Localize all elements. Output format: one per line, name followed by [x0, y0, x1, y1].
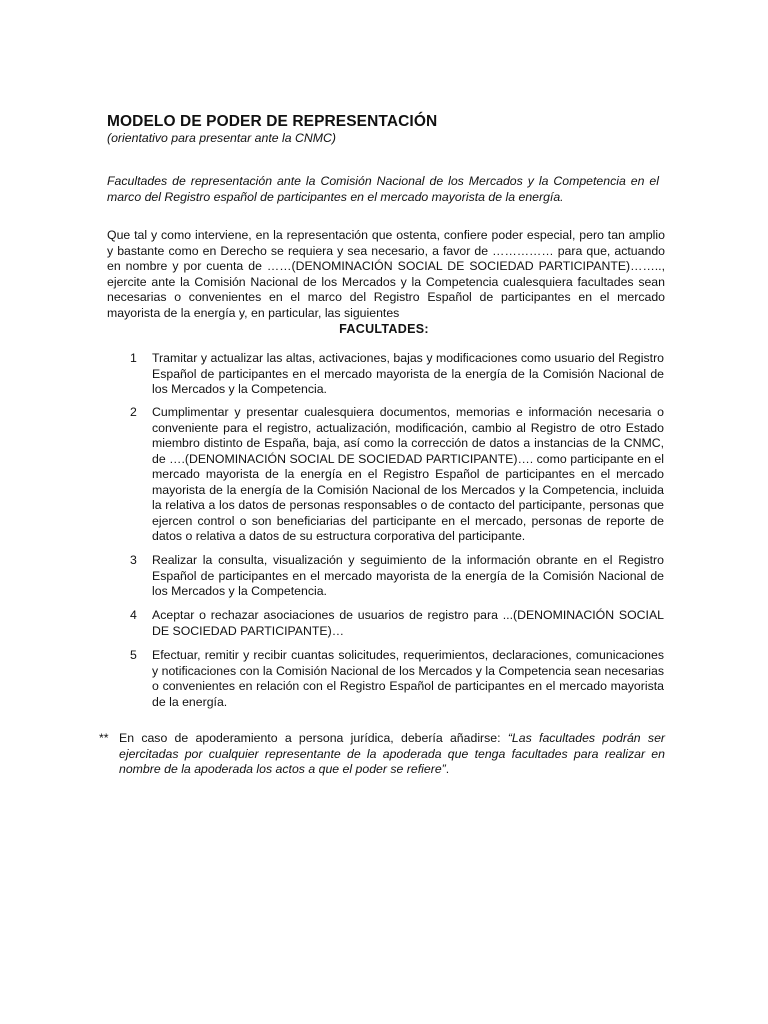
list-item: [130, 351, 664, 398]
list-item: [130, 405, 664, 545]
intro-paragraph: Facultades de representación ante la Comisión Nacional de los Mercados y la Competencia en el marco del Registro español de participantes en el mercado mayorista de la energía.: [107, 174, 659, 204]
list-item-text: Realizar la consulta, visualización y seguimiento de la información obrante en el Registro Español de participantes en el mercado mayorista de la energía de la Comisión Nacional de los Mercados y la Competencia.: [152, 553, 664, 598]
section-heading: FACULTADES:: [339, 322, 429, 336]
list-item: [130, 648, 664, 710]
footnote-end: .: [445, 762, 450, 776]
footnote-quote: “Las facultades podrán ser ejercitadas por cualquier representante de la apoderada que tenga facultades para realizar en nombre de la apoderada los actos a que el poder se refiere”: [119, 731, 665, 776]
footnote: [99, 731, 665, 778]
list-item: [130, 608, 664, 639]
footnote-marker: **: [99, 731, 109, 745]
list-item-number: 5: [130, 648, 137, 662]
main-paragraph: Que tal y como interviene, en la representación que ostenta, confiere poder especial, pero tan amplio y bastante como en Derecho se requiera y sea necesario, a favor de …………… para que, actuando en nombre y por cuenta de ……(DENOMINACIÓN SOCIAL DE SOCIEDAD PARTICIPANTE)…….., ejercite ante la Comisión Nacional de los Mercados y la Competencia cualesquiera facultades sean necesarias o convenientes en el marco del Registro Español de participantes en el mercado mayorista de la energía y, en particular, las siguientes: [107, 228, 665, 320]
list-item-number: 3: [130, 553, 137, 567]
list-item: [130, 553, 664, 600]
list-item-text: Tramitar y actualizar las altas, activaciones, bajas y modificaciones como usuario del Registro Español de participantes en el mercado mayorista de la energía de la Comisión Nacional de los Mercados y la Competencia.: [152, 351, 664, 396]
list-item-number: 1: [130, 351, 137, 365]
list-item-text: Aceptar o rechazar asociaciones de usuarios de registro para ...(DENOMINACIÓN SOCIAL DE SOCIEDAD PARTICIPANTE)…: [152, 608, 664, 638]
footnote-lead: En caso de apoderamiento a persona jurídica, debería añadirse:: [119, 731, 508, 745]
list-item-number: 4: [130, 608, 137, 622]
list-item-text: Cumplimentar y presentar cualesquiera documentos, memorias e información necesaria o conveniente para el registro, actualización, modificación, cambio al Registro de otro Estado miembro distinto de España, baja, así como la corrección de datos a instancias de la CNMC, de ….(DENOMINACIÓN SOCIAL DE SOCIEDAD PARTICIPANTE)…. como participante en el mercado mayorista de la energía en el Registro Español de participantes en el mercado mayorista de la energía de la Comisión Nacional de los Mercados y la Competencia, incluida la relativa a los datos de personas responsables o de contacto del participante, personas que ejercen control o son beneficiarias del participante en el mercado, personas de reporte de datos o relativa a datos de su estructura corporativa del participante.: [152, 405, 664, 543]
document-title: MODELO DE PODER DE REPRESENTACIÓN: [107, 113, 438, 130]
document-subtitle: (orientativo para presentar ante la CNMC): [107, 131, 336, 145]
list-item-text: Efectuar, remitir y recibir cuantas solicitudes, requerimientos, declaraciones, comunicaciones y notificaciones con la Comisión Nacional de los Mercados y la Competencia sean necesarias o convenientes en relación con el Registro Español de participantes en el mercado mayorista de la energía.: [152, 648, 664, 709]
list-item-number: 2: [130, 405, 137, 419]
